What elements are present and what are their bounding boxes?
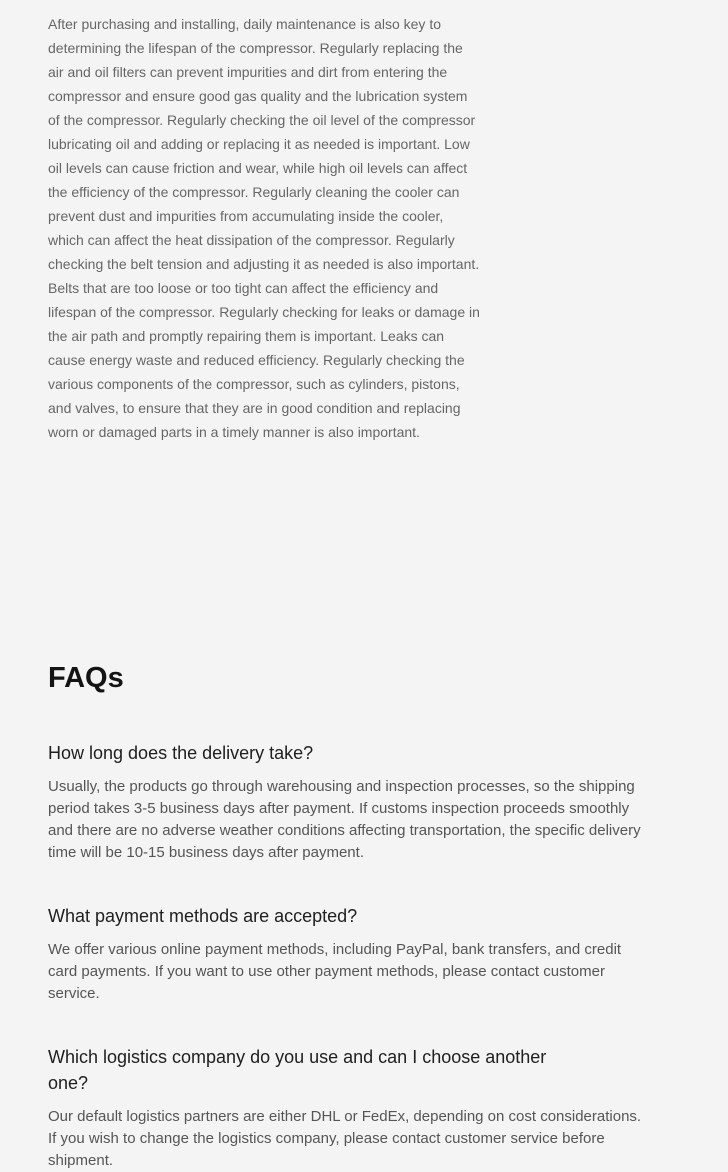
product-description-section [48,12,680,444]
faq-answer-delivery-time: Usually, the products go through warehousing and inspection processes, so the shipping period takes 3-5 business days after payment. If customs inspection proceeds smoothly and there are no adverse weather conditions affecting transportation, the specific delivery time will be 10-15 business days after payment. [48,778,641,861]
faq-question-payment-methods: What payment methods are accepted? [48,906,358,926]
faq-item [48,903,680,1005]
faq-answer-logistics-company: Our default logistics partners are either DHL or FedEx, depending on cost considerations. If you wish to change the logistics company, please contact customer service before shipment. [48,1108,642,1169]
faqs-title: FAQs [48,662,124,694]
faqs-section [48,661,680,1172]
page-content [48,12,680,1172]
faq-answer-payment-methods: We offer various online payment methods, including PayPal, bank transfers, and credit card payments. If you want to use other payment methods, please contact customer service. [48,941,622,1002]
faq-question-logistics-company: Which logistics company do you use and can I choose another one? [48,1047,547,1093]
faq-item [48,1044,680,1172]
faq-question-delivery-time: How long does the delivery take? [48,743,314,763]
faq-item [48,740,680,864]
description-paragraph: After purchasing and installing, daily maintenance is also key to determining the lifespan of the compressor. Regularly replacing the air and oil filters can prevent impurities and dirt from entering the compressor and ensure good gas quality and the lubrication system of the compressor. Regularly checking the oil level of the compressor lubricating oil and adding or replacing it as needed is important. Low oil levels can cause friction and wear, while high oil levels can affect the efficiency of the compressor. Regularly cleaning the cooler can prevent dust and impurities from accumulating inside the cooler, which can affect the heat dissipation of the compressor. Regularly checking the belt tension and adjusting it as needed is also important. Belts that are too loose or too tight can affect the efficiency and lifespan of the compressor. Regularly checking for leaks or damage in the air path and promptly repairing them is important. Leaks can cause energy waste and reduced efficiency. Regularly checking the various components of the compressor, such as cylinders, pistons, and valves, to ensure that they are in good condition and replacing worn or damaged parts in a timely manner is also important. [48,16,480,440]
